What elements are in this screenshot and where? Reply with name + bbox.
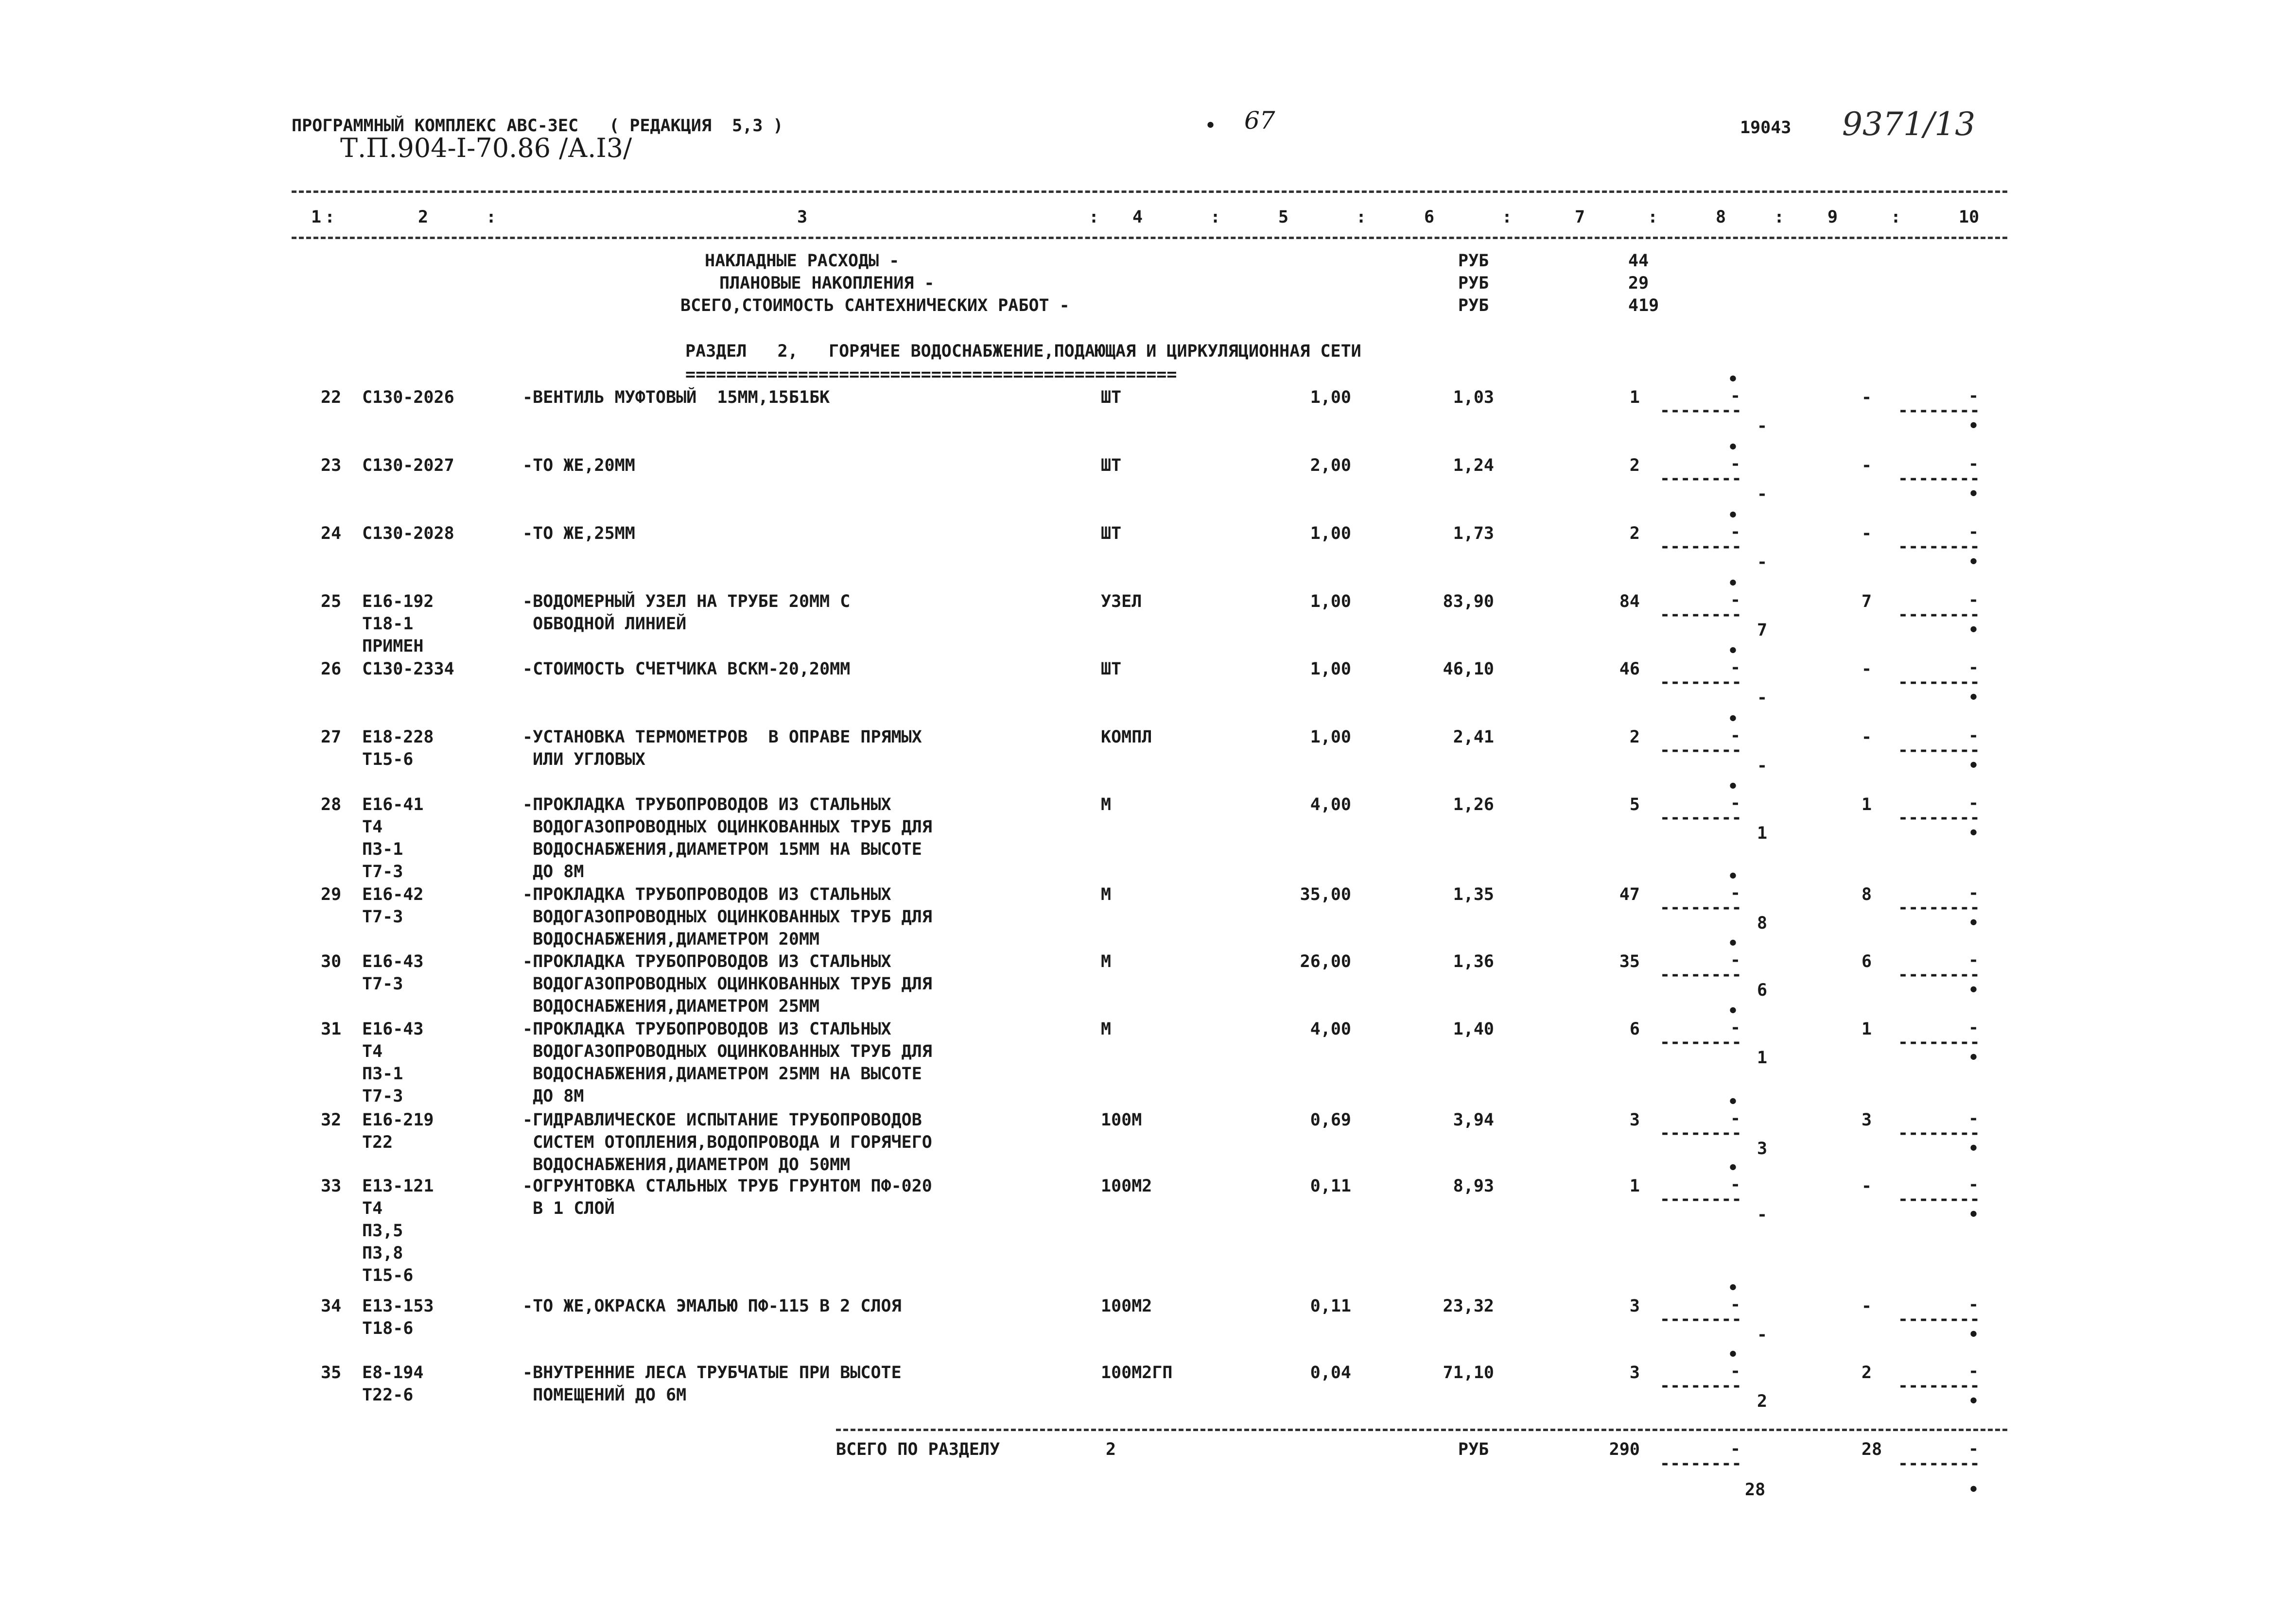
column-separator: :: [486, 207, 497, 227]
col9-value: -: [1861, 1176, 1872, 1196]
col9-value: 1: [1861, 1019, 1872, 1039]
col8-lower: 3: [1757, 1139, 1768, 1158]
col8-value: -: [1730, 1018, 1741, 1037]
col10-dash: --------: [1898, 469, 1980, 488]
row-code: С130-2028: [362, 524, 454, 543]
project-title: Т.П.904-I-70.86 /А.I3/: [340, 133, 632, 163]
col10-lower: •: [1968, 1139, 1979, 1158]
row-quantity: 0,04: [1310, 1363, 1351, 1382]
col9-value: -: [1861, 456, 1872, 475]
code-number: 19043: [1740, 118, 1792, 138]
summary-label: ПЛАНОВЫЕ НАКОПЛЕНИЯ -: [719, 274, 935, 293]
summary-unit: РУБ: [1458, 274, 1489, 293]
col10-value: -: [1968, 794, 1979, 813]
row-total: 3: [1629, 1363, 1640, 1382]
row-description: -ТО ЖЕ,25ММ: [522, 524, 635, 543]
col8-value: -: [1730, 1109, 1741, 1128]
col9-value: 3: [1861, 1110, 1872, 1130]
col8-lower: 6: [1757, 981, 1768, 1000]
col8-value: -: [1730, 590, 1741, 610]
row-quantity: 1,00: [1310, 659, 1351, 679]
col8-marker: •: [1728, 867, 1739, 886]
col8-dash: --------: [1660, 1310, 1742, 1329]
row-unit: ШТ: [1101, 456, 1122, 475]
row-description: -ОГРУНТОВКА СТАЛЬНЫХ ТРУБ ГРУНТОМ ПФ-020 В 1 СЛОЙ: [522, 1176, 932, 1218]
top-rule: [292, 190, 2007, 193]
row-description: -ВНУТРЕННИЕ ЛЕСА ТРУБЧАТЫЕ ПРИ ВЫСОТЕ ПОМЕЩЕНИЙ ДО 6М: [522, 1363, 902, 1405]
sheet-number: 9371/13: [1842, 105, 1976, 143]
row-unit: УЗЕЛ: [1101, 592, 1142, 611]
col9-value: -: [1861, 659, 1872, 679]
column-separator: :: [1502, 207, 1513, 227]
column-number: 5: [1278, 207, 1289, 227]
row-unit: 100М2ГП: [1101, 1363, 1173, 1382]
col8-value: -: [1730, 950, 1741, 970]
column-separator: :: [1648, 207, 1658, 227]
col8-lower: 8: [1757, 914, 1768, 933]
row-total: 84: [1619, 592, 1640, 611]
row-price: 1,26: [1453, 795, 1494, 814]
column-separator: :: [1774, 207, 1785, 227]
column-number: 3: [797, 207, 808, 227]
summary-value: 44: [1628, 251, 1649, 271]
row-price: 1,40: [1453, 1019, 1494, 1039]
row-quantity: 1,00: [1310, 524, 1351, 543]
summary-unit: РУБ: [1458, 296, 1489, 315]
row-code: Е16-219 Т22: [362, 1110, 434, 1152]
col8-marker: •: [1728, 574, 1739, 593]
row-quantity: 1,00: [1310, 727, 1351, 747]
col8-lower: -: [1757, 1205, 1768, 1225]
footer-section: 2: [1106, 1440, 1116, 1459]
row-total: 5: [1629, 795, 1640, 814]
row-number: 35: [321, 1363, 342, 1382]
row-price: 1,35: [1453, 885, 1494, 904]
col8-lower: -: [1757, 484, 1768, 504]
col8-value: -: [1730, 726, 1741, 745]
col8-marker: •: [1728, 777, 1739, 796]
footer-total: 290: [1609, 1440, 1640, 1459]
row-description: -ПРОКЛАДКА ТРУБОПРОВОДОВ ИЗ СТАЛЬНЫХ ВОДОГАЗОПРОВОДНЫХ ОЦИНКОВАННЫХ ТРУБ ДЛЯ ВОДОСНАБЖЕНИЯ,ДИАМЕТРОМ 20ММ: [522, 885, 932, 949]
col8-lower: -: [1757, 416, 1768, 436]
section-title: РАЗДЕЛ 2, ГОРЯЧЕЕ ВОДОСНАБЖЕНИЕ,ПОДАЮЩАЯ И ЦИРКУЛЯЦИОННАЯ СЕТИ: [685, 342, 1361, 361]
row-code: Е16-43 Т7-3: [362, 952, 424, 994]
column-number: 8: [1716, 207, 1726, 227]
col8-value: -: [1730, 1295, 1741, 1314]
col8-marker: •: [1728, 1092, 1739, 1112]
row-description: -ГИДРАВЛИЧЕСКОЕ ИСПЫТАНИЕ ТРУБОПРОВОДОВ СИСТЕМ ОТОПЛЕНИЯ,ВОДОПРОВОДА И ГОРЯЧЕГО ВОДОСНАБЖЕНИЯ,ДИАМЕТРОМ ДО 50ММ: [522, 1110, 932, 1175]
col8-dash: --------: [1660, 605, 1742, 624]
row-price: 23,32: [1443, 1296, 1494, 1316]
col10-dash: --------: [1898, 808, 1980, 828]
footer-col8-dash: --------: [1660, 1454, 1742, 1473]
col10-value: -: [1968, 1175, 1979, 1194]
col10-value: -: [1968, 1295, 1979, 1314]
col10-value: -: [1968, 1018, 1979, 1037]
col8-lower: -: [1757, 553, 1768, 572]
row-number: 29: [321, 885, 342, 904]
row-description: -ТО ЖЕ,20ММ: [522, 456, 635, 475]
row-number: 31: [321, 1019, 342, 1039]
row-code: Е16-192 Т18-1 ПРИМЕН: [362, 592, 434, 656]
column-number: 9: [1827, 207, 1838, 227]
col8-dash: --------: [1660, 1190, 1742, 1209]
col8-dash: --------: [1660, 1123, 1742, 1143]
row-code: Е16-41 Т4 П3-1 Т7-3: [362, 795, 424, 881]
col10-value: -: [1968, 726, 1979, 745]
row-quantity: 0,11: [1310, 1176, 1351, 1196]
row-number: 26: [321, 659, 342, 679]
row-quantity: 26,00: [1300, 952, 1351, 971]
col8-dash: --------: [1660, 401, 1742, 420]
col8-value: -: [1730, 1175, 1741, 1194]
row-code: Е8-194 Т22-6: [362, 1363, 424, 1405]
row-quantity: 4,00: [1310, 1019, 1351, 1039]
row-description: -ПРОКЛАДКА ТРУБОПРОВОДОВ ИЗ СТАЛЬНЫХ ВОДОГАЗОПРОВОДНЫХ ОЦИНКОВАННЫХ ТРУБ ДЛЯ ВОДОСНАБЖЕНИЯ,ДИАМЕТРОМ 25ММ: [522, 952, 932, 1016]
summary-unit: РУБ: [1458, 251, 1489, 271]
row-code: С130-2334: [362, 659, 454, 679]
column-separator: :: [1089, 207, 1099, 227]
footer-col10: -: [1968, 1439, 1979, 1459]
col8-dash: --------: [1660, 1376, 1742, 1396]
row-price: 1,73: [1453, 524, 1494, 543]
col10-value: -: [1968, 883, 1979, 903]
col10-lower: •: [1968, 1048, 1979, 1068]
row-price: 46,10: [1443, 659, 1494, 679]
row-description: -ВОДОМЕРНЫЙ УЗЕЛ НА ТРУБЕ 20ММ С ОБВОДНОЙ ЛИНИЕЙ: [522, 592, 851, 634]
row-number: 24: [321, 524, 342, 543]
row-total: 6: [1629, 1019, 1640, 1039]
row-code: Е13-121 Т4 П3,5 П3,8 Т15-6: [362, 1176, 434, 1285]
row-unit: 100М2: [1101, 1176, 1152, 1196]
summary-value: 29: [1628, 274, 1649, 293]
column-number: 1: [311, 207, 322, 227]
row-number: 28: [321, 795, 342, 814]
row-total: 35: [1619, 952, 1640, 971]
row-price: 3,94: [1453, 1110, 1494, 1130]
row-quantity: 35,00: [1300, 885, 1351, 904]
row-code: Е13-153 Т18-6: [362, 1296, 434, 1338]
col8-marker: •: [1728, 370, 1739, 389]
footer-col10-dash: --------: [1898, 1454, 1980, 1473]
row-number: 32: [321, 1110, 342, 1130]
col8-marker: •: [1728, 1002, 1739, 1021]
col8-dash: --------: [1660, 537, 1742, 556]
col8-value: -: [1730, 1362, 1741, 1381]
row-total: 2: [1629, 524, 1640, 543]
col10-dash: --------: [1898, 1123, 1980, 1143]
col10-value: -: [1968, 1109, 1979, 1128]
col9-value: 7: [1861, 592, 1872, 611]
col10-value: -: [1968, 590, 1979, 610]
col8-marker: •: [1728, 709, 1739, 729]
col10-value: -: [1968, 950, 1979, 970]
summary-label: НАКЛАДНЫЕ РАСХОДЫ -: [705, 251, 900, 271]
col10-lower: •: [1968, 981, 1979, 1000]
row-quantity: 4,00: [1310, 795, 1351, 814]
row-number: 33: [321, 1176, 342, 1196]
col10-lower: •: [1968, 1392, 1979, 1411]
col10-dash: --------: [1898, 741, 1980, 760]
row-code: Е16-42 Т7-3: [362, 885, 424, 927]
col10-dash: --------: [1898, 898, 1980, 917]
row-unit: М: [1101, 795, 1112, 814]
row-number: 22: [321, 388, 342, 407]
col9-value: 8: [1861, 885, 1872, 904]
footer-col8: -: [1730, 1439, 1741, 1459]
row-total: 3: [1629, 1110, 1640, 1130]
row-price: 1,03: [1453, 388, 1494, 407]
column-separator: :: [1356, 207, 1367, 227]
program-title: ПРОГРАММНЫЙ КОМПЛЕКС АВС-ЗЕС ( РЕДАКЦИЯ 5,3 ): [292, 116, 783, 136]
col10-dash: --------: [1898, 1376, 1980, 1396]
row-total: 1: [1629, 388, 1640, 407]
col10-lower: •: [1968, 756, 1979, 776]
col10-dash: --------: [1898, 1190, 1980, 1209]
row-description: -УСТАНОВКА ТЕРМОМЕТРОВ В ОПРАВЕ ПРЯМЫХ ИЛИ УГЛОВЫХ: [522, 727, 922, 769]
col10-lower: •: [1968, 688, 1979, 708]
col8-value: -: [1730, 658, 1741, 677]
col8-dash: --------: [1660, 469, 1742, 488]
col10-dash: --------: [1898, 1033, 1980, 1052]
col8-marker: •: [1728, 438, 1739, 457]
row-unit: М: [1101, 952, 1112, 971]
column-number: 2: [418, 207, 429, 227]
col10-dash: --------: [1898, 673, 1980, 692]
col8-value: -: [1730, 794, 1741, 813]
row-quantity: 1,00: [1310, 592, 1351, 611]
col9-value: 6: [1861, 952, 1872, 971]
row-price: 71,10: [1443, 1363, 1494, 1382]
row-total: 2: [1629, 456, 1640, 475]
row-price: 83,90: [1443, 592, 1494, 611]
row-description: -ПРОКЛАДКА ТРУБОПРОВОДОВ ИЗ СТАЛЬНЫХ ВОДОГАЗОПРОВОДНЫХ ОЦИНКОВАННЫХ ТРУБ ДЛЯ ВОДОСНАБЖЕНИЯ,ДИАМЕТРОМ 25ММ НА ВЫСОТЕ ДО 8М: [522, 1019, 932, 1106]
row-unit: КОМПЛ: [1101, 727, 1152, 747]
row-description: -ПРОКЛАДКА ТРУБОПРОВОДОВ ИЗ СТАЛЬНЫХ ВОДОГАЗОПРОВОДНЫХ ОЦИНКОВАННЫХ ТРУБ ДЛЯ ВОДОСНАБЖЕНИЯ,ДИАМЕТРОМ 15ММ НА ВЫСОТЕ ДО 8М: [522, 795, 932, 881]
col9-value: -: [1861, 388, 1872, 407]
row-number: 25: [321, 592, 342, 611]
row-code: С130-2026: [362, 388, 454, 407]
row-number: 23: [321, 456, 342, 475]
row-description: -ВЕНТИЛЬ МУФТОВЫЙ 15ММ,15Б1БК: [522, 388, 830, 407]
col8-lower: -: [1757, 1325, 1768, 1345]
row-quantity: 2,00: [1310, 456, 1351, 475]
col10-dash: --------: [1898, 401, 1980, 420]
col8-lower: -: [1757, 688, 1768, 708]
col8-lower: 1: [1757, 1048, 1768, 1068]
row-total: 1: [1629, 1176, 1640, 1196]
row-unit: М: [1101, 1019, 1112, 1039]
col8-lower: 7: [1757, 621, 1768, 640]
row-quantity: 1,00: [1310, 388, 1351, 407]
footer-col8-lower: 28: [1745, 1480, 1766, 1500]
column-number: 7: [1575, 207, 1585, 227]
row-number: 30: [321, 952, 342, 971]
col8-value: -: [1730, 883, 1741, 903]
row-total: 3: [1629, 1296, 1640, 1316]
row-unit: М: [1101, 885, 1112, 904]
col8-value: -: [1730, 454, 1741, 474]
row-price: 1,24: [1453, 456, 1494, 475]
col10-lower: •: [1968, 824, 1979, 843]
col10-value: -: [1968, 522, 1979, 542]
section-underline: ================================================: [685, 365, 1177, 384]
row-unit: 100М2: [1101, 1296, 1152, 1316]
row-unit: ШТ: [1101, 659, 1122, 679]
col10-dash: --------: [1898, 965, 1980, 985]
col8-dash: --------: [1660, 741, 1742, 760]
col10-lower: •: [1968, 416, 1979, 436]
col8-marker: •: [1728, 1345, 1739, 1365]
row-number: 27: [321, 727, 342, 747]
row-code: Е18-228 Т15-6: [362, 727, 434, 769]
col8-lower: -: [1757, 756, 1768, 776]
col8-marker: •: [1728, 506, 1739, 525]
col8-value: -: [1730, 386, 1741, 406]
col10-value: -: [1968, 386, 1979, 406]
row-price: 1,36: [1453, 952, 1494, 971]
col10-lower: •: [1968, 1205, 1979, 1225]
row-description: -СТОИМОСТЬ СЧЕТЧИКА ВСКМ-20,20ММ: [522, 659, 851, 679]
col10-dash: --------: [1898, 537, 1980, 556]
col10-lower: •: [1968, 1325, 1979, 1345]
summary-label: ВСЕГО,СТОИМОСТЬ САНТЕХНИЧЕСКИХ РАБОТ -: [680, 296, 1070, 315]
row-unit: ШТ: [1101, 388, 1122, 407]
col8-dash: --------: [1660, 808, 1742, 828]
column-separator: :: [1210, 207, 1221, 227]
col8-lower: 2: [1757, 1392, 1768, 1411]
row-total: 46: [1619, 659, 1640, 679]
col9-value: -: [1861, 727, 1872, 747]
row-unit: 100М: [1101, 1110, 1142, 1130]
col9-value: -: [1861, 1296, 1872, 1316]
row-quantity: 0,11: [1310, 1296, 1351, 1316]
col10-value: -: [1968, 658, 1979, 677]
col8-dash: --------: [1660, 1033, 1742, 1052]
row-total: 47: [1619, 885, 1640, 904]
col8-marker: •: [1728, 641, 1739, 661]
column-number: 10: [1959, 207, 1980, 227]
row-unit: ШТ: [1101, 524, 1122, 543]
header-rule: [292, 237, 2007, 239]
col10-dash: --------: [1898, 1310, 1980, 1329]
col10-lower: •: [1968, 914, 1979, 933]
col8-marker: •: [1728, 934, 1739, 953]
column-number: 6: [1424, 207, 1435, 227]
footer-col9: 28: [1861, 1440, 1882, 1459]
footer-unit: РУБ: [1458, 1440, 1489, 1459]
col8-lower: 1: [1757, 824, 1768, 843]
row-number: 34: [321, 1296, 342, 1316]
col8-dash: --------: [1660, 898, 1742, 917]
col10-dash: --------: [1898, 605, 1980, 624]
col10-lower: •: [1968, 484, 1979, 504]
row-price: 8,93: [1453, 1176, 1494, 1196]
col8-value: -: [1730, 522, 1741, 542]
row-price: 2,41: [1453, 727, 1494, 747]
footer-rule: [836, 1429, 2007, 1431]
col8-marker: •: [1728, 1279, 1739, 1298]
col8-dash: --------: [1660, 673, 1742, 692]
footer-col10-lower: •: [1968, 1480, 1979, 1500]
col9-value: 1: [1861, 795, 1872, 814]
footer-label: ВСЕГО ПО РАЗДЕЛУ: [836, 1440, 1000, 1459]
row-total: 2: [1629, 727, 1640, 747]
bullet-mark: •: [1205, 116, 1216, 136]
row-quantity: 0,69: [1310, 1110, 1351, 1130]
col9-value: -: [1861, 524, 1872, 543]
page-mark: 67: [1244, 106, 1275, 135]
col10-value: -: [1968, 454, 1979, 474]
col10-lower: •: [1968, 621, 1979, 640]
row-code: Е16-43 Т4 П3-1 Т7-3: [362, 1019, 424, 1106]
col8-dash: --------: [1660, 965, 1742, 985]
column-number: 4: [1132, 207, 1143, 227]
column-separator: :: [325, 207, 335, 227]
col9-value: 2: [1861, 1363, 1872, 1382]
summary-value: 419: [1628, 296, 1659, 315]
col10-lower: •: [1968, 553, 1979, 572]
col10-value: -: [1968, 1362, 1979, 1381]
row-code: С130-2027: [362, 456, 454, 475]
row-description: -ТО ЖЕ,ОКРАСКА ЭМАЛЬЮ ПФ-115 В 2 СЛОЯ: [522, 1296, 902, 1316]
column-separator: :: [1891, 207, 1901, 227]
col8-marker: •: [1728, 1158, 1739, 1178]
